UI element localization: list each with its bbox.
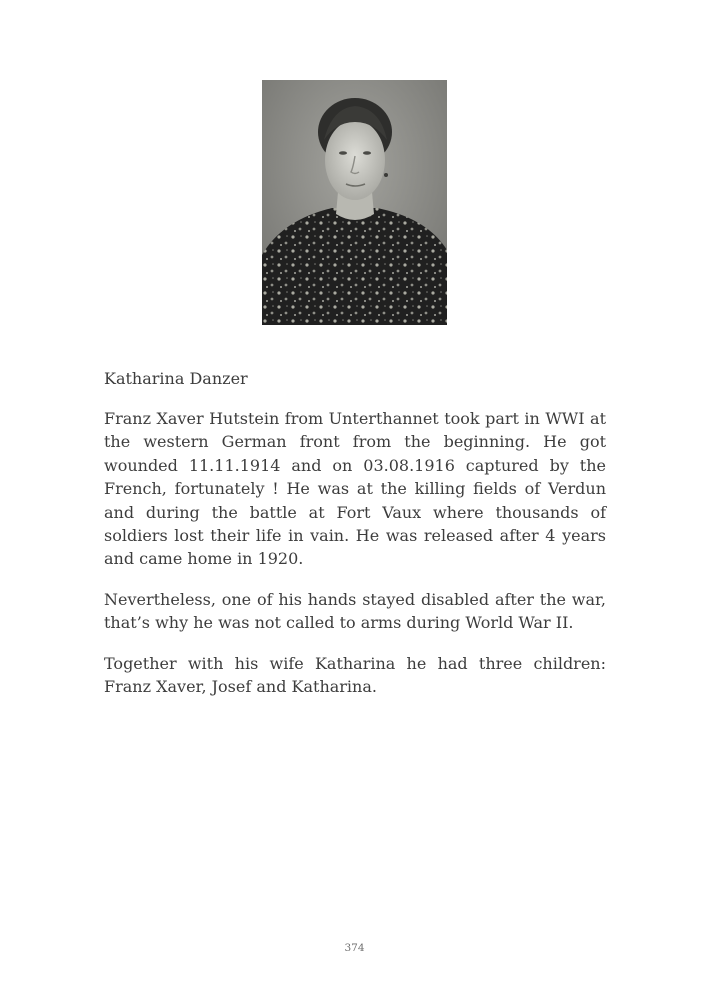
photo-caption: Katharina Danzer (104, 369, 248, 388)
portrait-image (262, 80, 447, 325)
paragraph: Franz Xaver Hutstein from Unterthannet took part in WWI at the western German front from the beginning. He got wounded 11.11.1914 and on 03.08.1916 captured by the French, fortunately ! He was at the killing fields of Verdun and during the battle at Fort Vaux where thousands of soldiers lost their life in vain. He was released after 4 years and came home in 1920. (104, 409, 606, 569)
paragraph: Together with his wife Katharina he had three children: Franz Xaver, Josef and Katharina. (104, 653, 606, 697)
body-text (104, 407, 606, 715)
page-number: 374 (344, 942, 365, 954)
paragraph: Nevertheless, one of his hands stayed disabled after the war, that’s why he was not called to arms during World War II. (104, 589, 606, 633)
portrait-photo (262, 80, 447, 325)
